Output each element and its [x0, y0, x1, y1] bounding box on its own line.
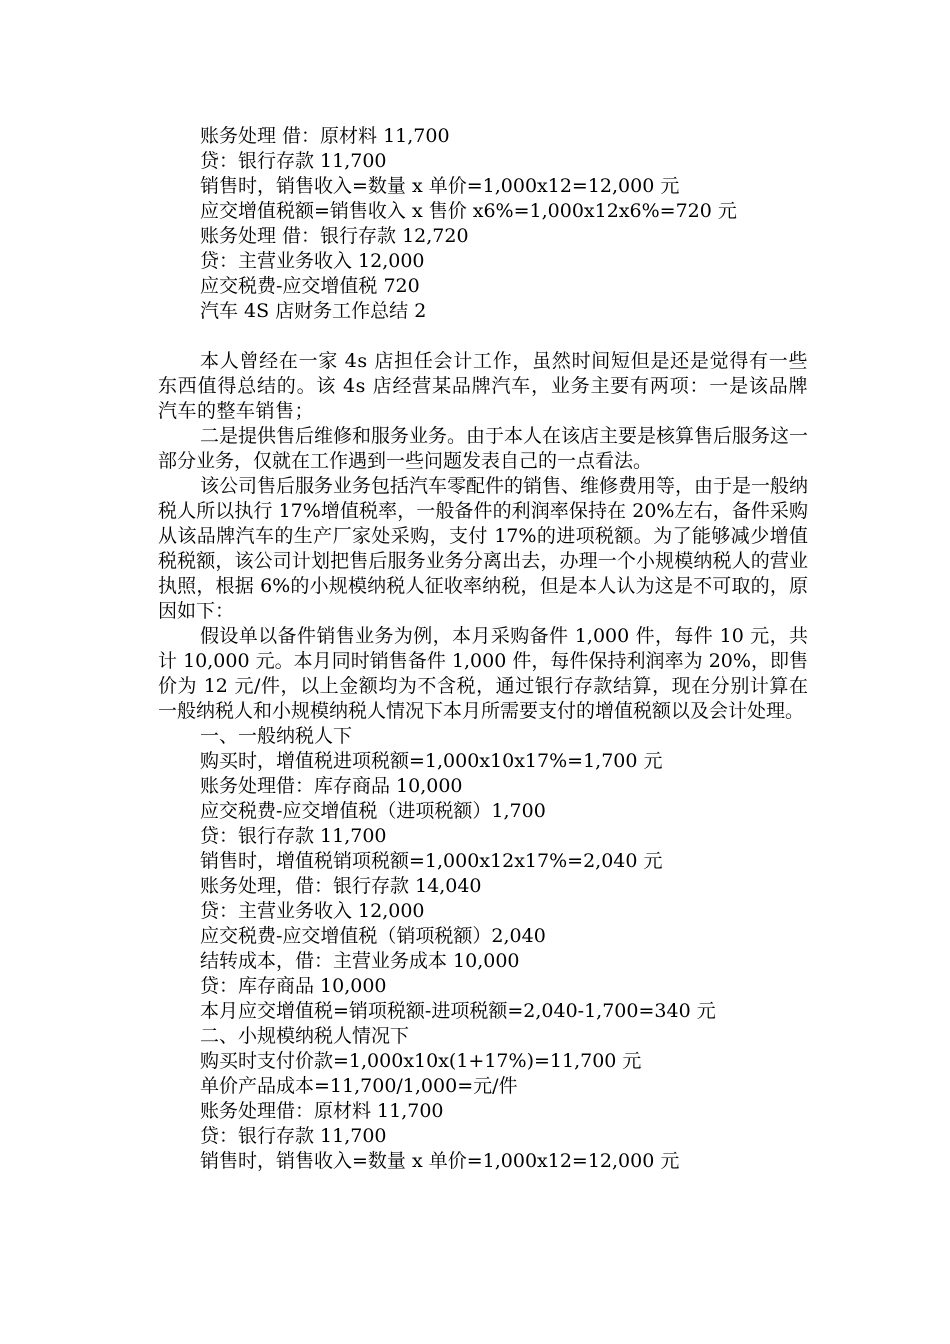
text-line: 应交税费-应交增值税（销项税额）2,040: [200, 925, 546, 947]
paragraph: 假设单以备件销售业务为例，本月采购备件 1,000 件，每件 10 元，共计 10,000 元。本月同时销售备件 1,000 件，每件保持利润率为 20%，即售价为 12 元/件，以上金额均为不含税，通过银行存款结算，现在分别计算在一般纳税人和小规模纳税人情况下本月所需要支付的增值税额以及会计处理。: [158, 625, 808, 722]
text-line: 销售时，销售收入=数量 x 单价=1,000x12=12,000 元: [200, 1150, 680, 1172]
text-line: 账务处理，借：银行存款 14,040: [200, 875, 482, 897]
paragraph: 二是提供售后维修和服务业务。由于本人在该店主要是核算售后服务这一部分业务，仅就在工作遇到一些问题发表自己的一点看法。: [158, 425, 809, 472]
text-line: 账务处理 借：银行存款 12,720: [200, 225, 469, 247]
text-line: 单价产品成本=11,700/1,000=元/件: [200, 1075, 518, 1097]
text-line: 应交税费-应交增值税（进项税额）1,700: [200, 800, 546, 822]
document-body: [158, 124, 808, 1174]
paragraph: 该公司售后服务业务包括汽车零配件的销售、维修费用等，由于是一般纳税人所以执行 17%增值税率，一般备件的利润率保持在 20%左右，备件采购从该品牌汽车的生产厂家处采购，支付 17%的进项税额。为了能够减少增值税税额，该公司计划把售后服务业务分离出去，办理一个小规模纳税人的营业执照，根据 6%的小规模纳税人征收率纳税，但是本人认为这是不可取的，原因如下：: [158, 475, 809, 622]
text-line: 账务处理 借：原材料 11,700: [200, 125, 450, 147]
section-heading: 汽车 4S 店财务工作总结 2: [200, 300, 427, 322]
text-line: 本月应交增值税=销项税额-进项税额=2,040-1,700=340 元: [200, 1000, 716, 1022]
text-line: 应交增值税额=销售收入 x 售价 x6%=1,000x12x6%=720 元: [200, 200, 737, 222]
paragraph: 本人曾经在一家 4s 店担任会计工作，虽然时间短但是还是觉得有一些东西值得总结的。该 4s 店经营某品牌汽车，业务主要有两项：一是该品牌汽车的整车销售；: [158, 350, 808, 422]
subsection-heading: 一、一般纳税人下: [200, 725, 353, 747]
subsection-heading: 二、小规模纳税人情况下: [200, 1025, 410, 1047]
text-line: 贷：主营业务收入 12,000: [200, 900, 425, 922]
text-line: 账务处理借：原材料 11,700: [200, 1100, 444, 1122]
text-line: 销售时，增值税销项税额=1,000x12x17%=2,040 元: [200, 850, 663, 872]
text-line: 贷：库存商品 10,000: [200, 975, 387, 997]
blank-line: [158, 324, 808, 349]
text-line: 贷：银行存款 11,700: [200, 825, 387, 847]
text-line: 贷：主营业务收入 12,000: [200, 250, 425, 272]
text-line: 结转成本，借：主营业务成本 10,000: [200, 950, 520, 972]
text-line: 购买时支付价款=1,000x10x(1+17%)=11,700 元: [200, 1050, 642, 1072]
text-line: 贷：银行存款 11,700: [200, 1125, 387, 1147]
text-line: 销售时，销售收入=数量 x 单价=1,000x12=12,000 元: [200, 175, 680, 197]
text-line: 购买时，增值税进项税额=1,000x10x17%=1,700 元: [200, 750, 663, 772]
text-line: 贷：银行存款 11,700: [200, 150, 387, 172]
text-line: 账务处理借：库存商品 10,000: [200, 775, 463, 797]
text-line: 应交税费-应交增值税 720: [200, 275, 420, 297]
